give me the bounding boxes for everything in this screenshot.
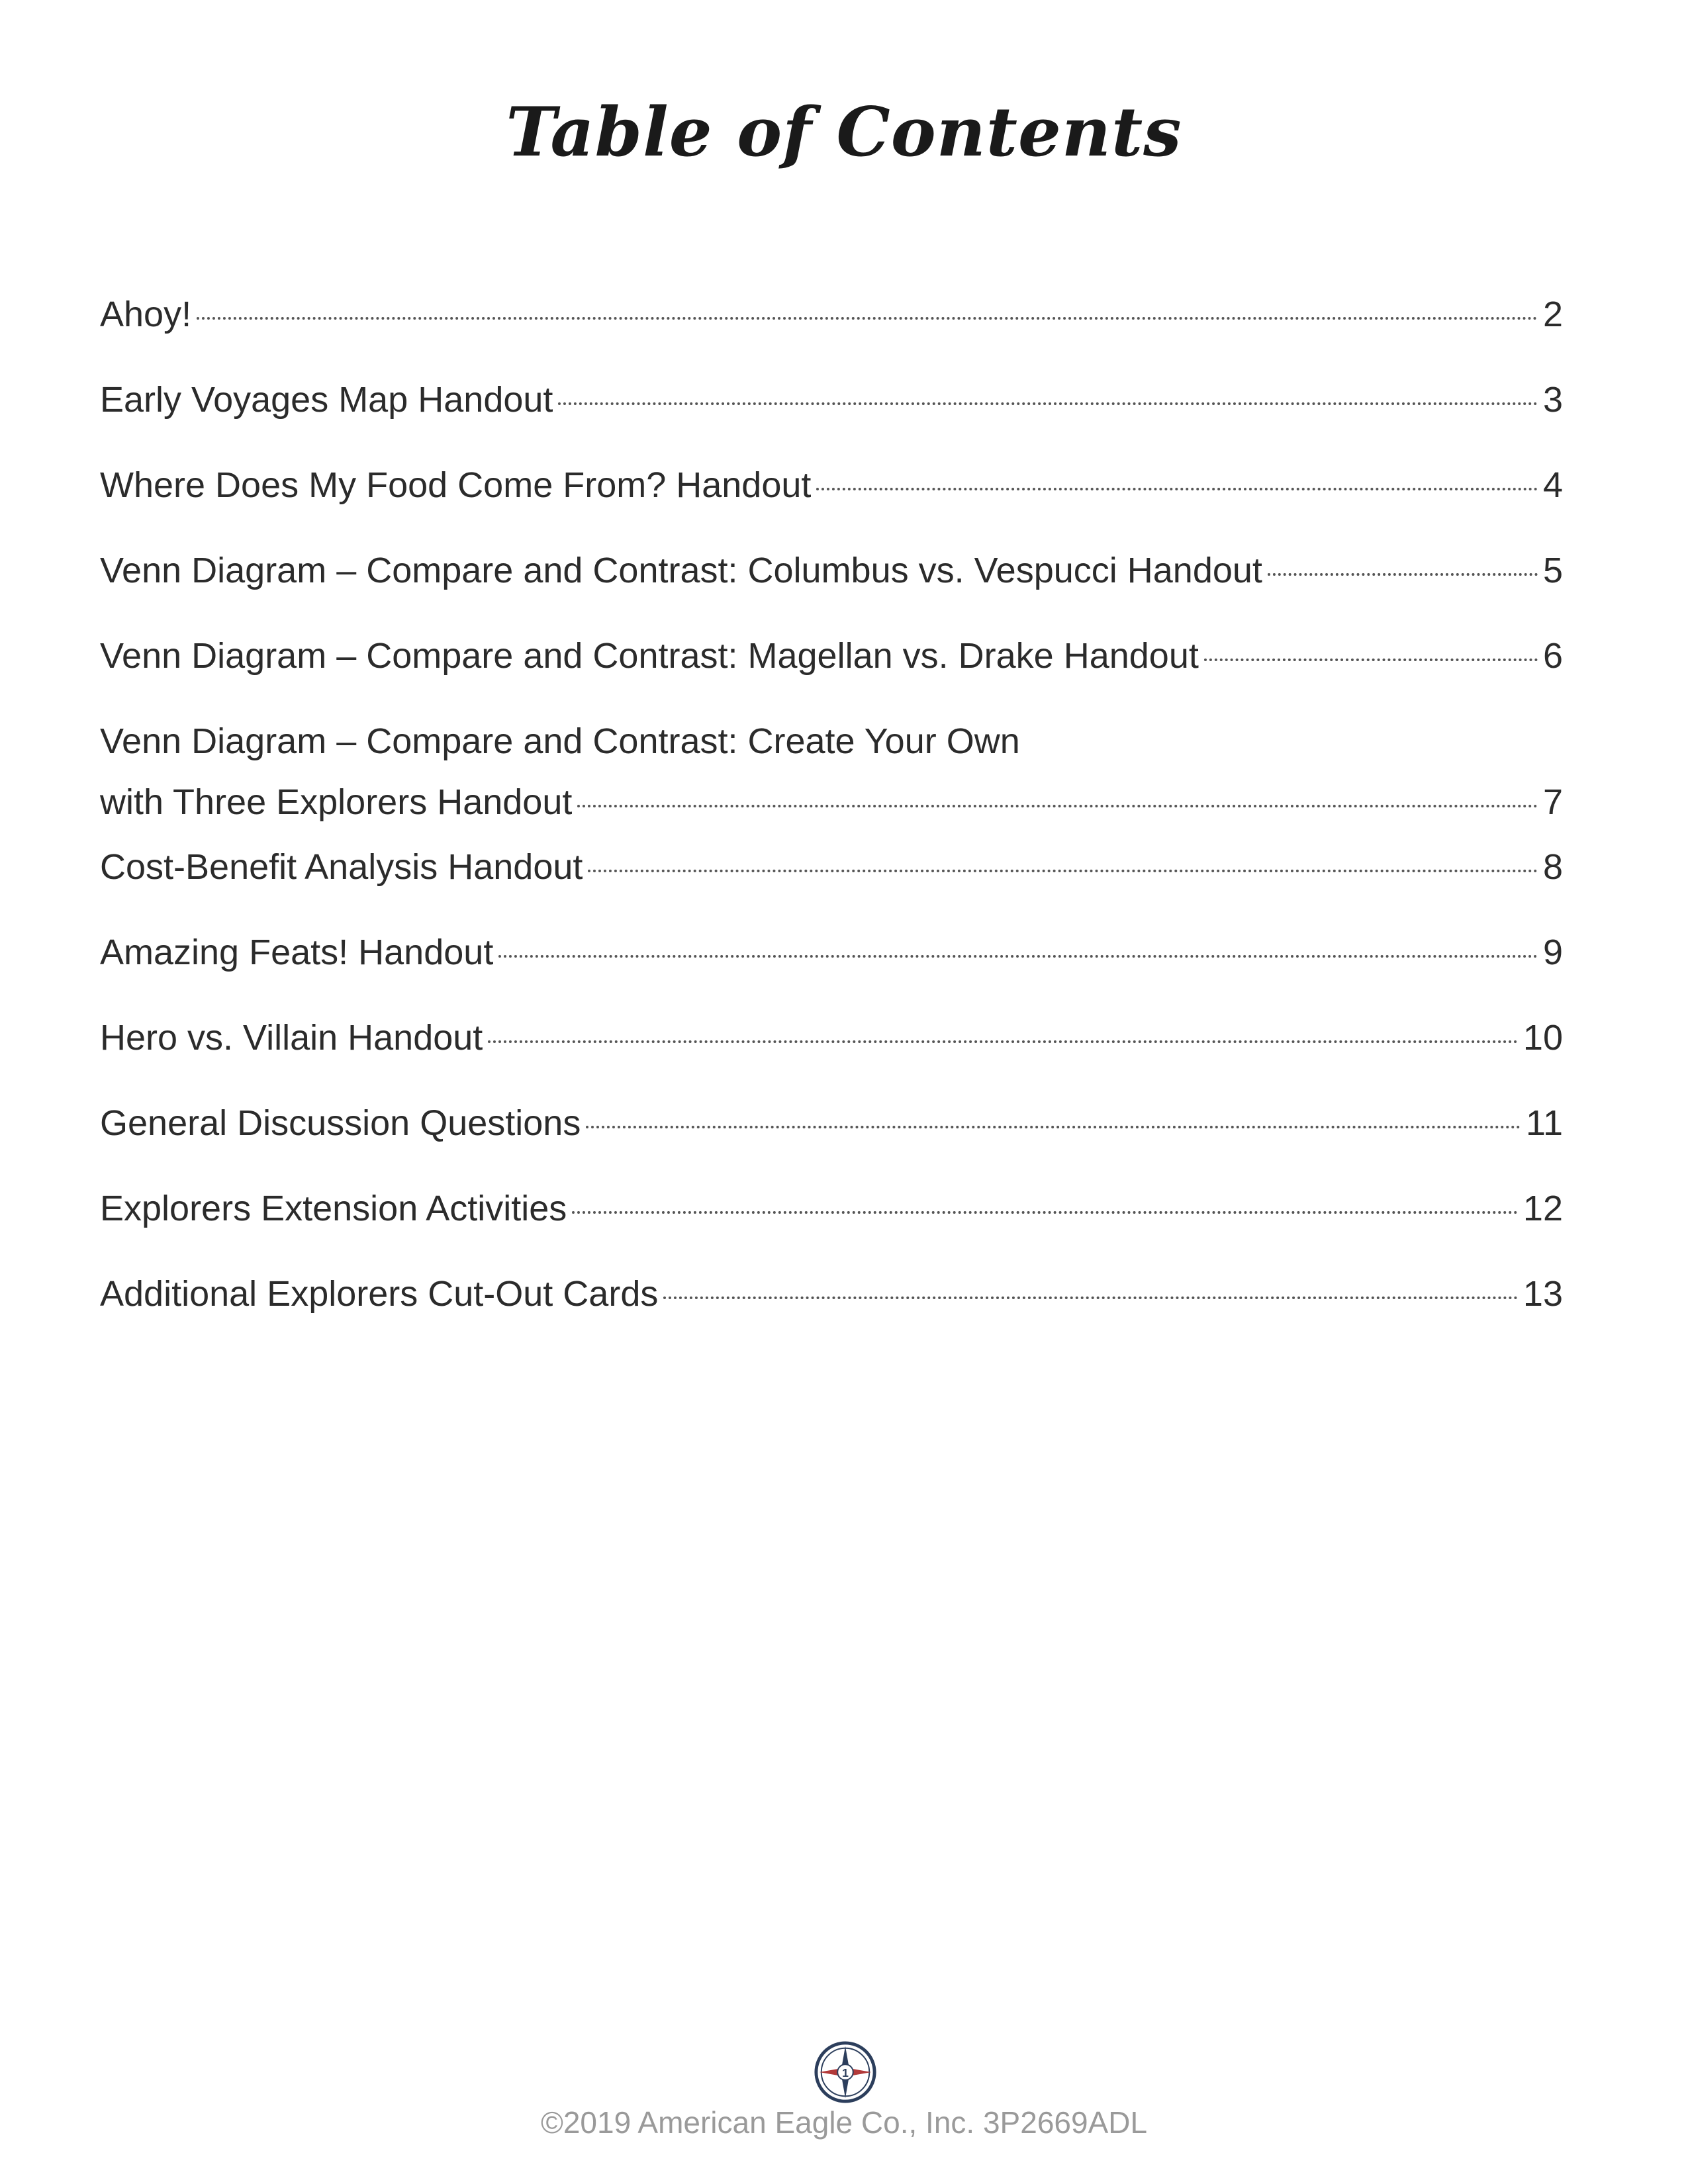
- toc-entry-early-voyages[interactable]: [100, 379, 1563, 465]
- toc-entry-page: 3: [1542, 380, 1563, 420]
- toc-entry-page: 13: [1523, 1274, 1563, 1314]
- toc-entry-cost-benefit[interactable]: [100, 846, 1563, 932]
- toc-entry-page: 9: [1542, 933, 1563, 972]
- toc-entry-label: Venn Diagram – Compare and Contrast: Magellan vs. Drake Handout: [100, 636, 1199, 676]
- toc-entry-extension[interactable]: [100, 1188, 1563, 1273]
- toc-entry-page: 6: [1542, 636, 1563, 676]
- toc-entry-amazing-feats[interactable]: [100, 932, 1563, 1017]
- toc-entry-venn-three[interactable]: [100, 721, 1563, 846]
- toc-entry-label: Hero vs. Villain Handout: [100, 1018, 483, 1058]
- toc-entry-venn-columbus[interactable]: [100, 550, 1563, 635]
- dot-leader: [558, 402, 1538, 405]
- dot-leader: [1268, 573, 1538, 576]
- page-title: Table of Contents: [506, 93, 1182, 172]
- toc-entry-label: General Discussion Questions: [100, 1103, 581, 1143]
- toc-entry-label: Explorers Extension Activities: [100, 1189, 567, 1228]
- toc-entry-venn-magellan[interactable]: [100, 635, 1563, 721]
- toc-entry-page: 8: [1542, 847, 1563, 887]
- toc-entry-label: Venn Diagram – Compare and Contrast: Columbus vs. Vespucci Handout: [100, 551, 1262, 590]
- dot-leader: [663, 1297, 1518, 1299]
- dot-leader: [1204, 659, 1538, 661]
- toc-entry-label: Early Voyages Map Handout: [100, 380, 553, 420]
- dot-leader: [498, 955, 1538, 958]
- toc-entry-label: Cost-Benefit Analysis Handout: [100, 847, 583, 887]
- toc-entry-page: 10: [1523, 1018, 1563, 1058]
- dot-leader: [488, 1040, 1518, 1043]
- table-of-contents: [100, 294, 1563, 1359]
- toc-entry-page: 2: [1542, 295, 1563, 334]
- dot-leader: [572, 1211, 1518, 1214]
- toc-entry-page: 7: [1542, 782, 1563, 822]
- toc-entry-label: Ahoy!: [100, 295, 192, 334]
- toc-entry-page: 12: [1523, 1189, 1563, 1228]
- toc-entry-page: 5: [1542, 551, 1563, 590]
- toc-entry-food[interactable]: [100, 465, 1563, 550]
- toc-entry-ahoy[interactable]: [100, 294, 1563, 379]
- toc-entry-hero-villain[interactable]: [100, 1017, 1563, 1103]
- toc-entry-label-line1: Venn Diagram – Compare and Contrast: Create Your Own: [100, 721, 1020, 761]
- toc-entry-cutout-cards[interactable]: [100, 1273, 1563, 1359]
- toc-entry-page: 11: [1525, 1103, 1563, 1143]
- toc-entry-page: 4: [1542, 465, 1563, 505]
- dot-leader: [816, 488, 1538, 490]
- copyright-footer: ©2019 American Eagle Co., Inc. 3P2669ADL: [540, 2105, 1148, 2140]
- toc-entry-label: Additional Explorers Cut-Out Cards: [100, 1274, 659, 1314]
- toc-entry-label: with Three Explorers Handout: [100, 782, 573, 822]
- toc-entry-label: Where Does My Food Come From? Handout: [100, 465, 812, 505]
- compass-rose-icon: [813, 2040, 878, 2105]
- dot-leader: [197, 317, 1538, 320]
- page-number: 1: [842, 2066, 849, 2079]
- toc-entry-line2: [100, 782, 1563, 823]
- dot-leader: [588, 870, 1538, 872]
- toc-entry-discussion[interactable]: [100, 1103, 1563, 1188]
- dot-leader: [577, 805, 1538, 807]
- dot-leader: [586, 1126, 1521, 1128]
- toc-entry-label: Amazing Feats! Handout: [100, 933, 494, 972]
